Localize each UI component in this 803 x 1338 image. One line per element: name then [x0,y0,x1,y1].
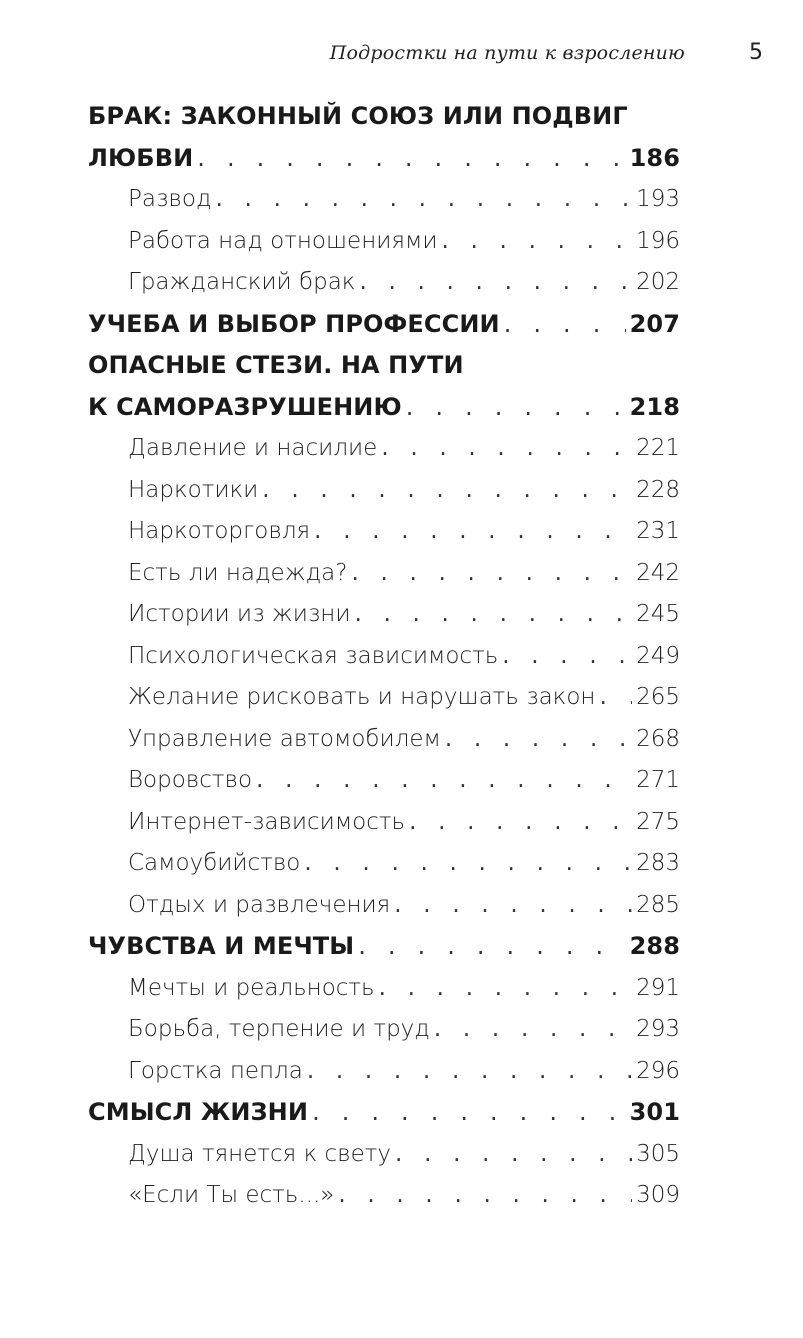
toc-entry [88,594,680,636]
running-title: Подростки на пути к взрослению [329,42,685,64]
toc-entry [88,138,680,180]
leader-dots [445,719,632,761]
toc-entry [88,636,680,678]
toc-entry-title: Гражданский брак [128,269,356,295]
toc-entry-title: Давление и насилие [128,435,378,461]
leader-dots [599,677,632,719]
leader-dots [434,1009,632,1051]
toc-entry [88,428,680,470]
toc-entry [88,179,680,221]
toc-entry-page: 296 [636,1057,680,1084]
toc-entry-title: Воровство [128,767,253,793]
leader-dots [351,553,632,595]
toc-entry-page: 207 [629,309,680,338]
toc-entry-page: 218 [629,392,680,421]
toc-entry-page: 309 [636,1182,680,1208]
toc-entry [88,304,680,346]
toc-entry-title: Управление автомобилем [128,725,441,752]
leader-dots [381,428,632,470]
toc-entry-title: УЧЕБА И ВЫБОР ПРОФЕССИИ [88,309,500,338]
toc-entry-title: БРАК: ЗАКОННЫЙ СОЮЗ ИЛИ ПОДВИГ [88,102,628,130]
leader-dots [304,843,632,885]
toc-entry-page: 186 [629,143,680,172]
leader-dots [394,885,632,927]
toc-entry [88,802,680,844]
toc-entry [88,511,680,553]
toc-entry-title: Отдых и развлечения [128,891,391,918]
leader-dots [409,802,632,844]
toc-entry-page: 285 [636,891,680,918]
toc-entry [88,1175,680,1217]
toc-entry-title: ЛЮБВИ [88,143,194,172]
toc-entry-title: Самоубийство [128,850,301,876]
toc-entry [88,1051,680,1093]
toc-entry [88,760,680,802]
leader-dots [358,926,625,968]
toc-entry-title: Психологическая зависимость [128,642,499,669]
toc-entry [88,1009,680,1051]
toc-entry-title: Наркотики [128,476,259,503]
toc-entry-title: Борьба, терпение и труд [128,1016,430,1042]
leader-dots [406,387,626,429]
toc-entry [88,387,680,429]
toc-entry-title: Наркоторговля [128,518,311,544]
leader-dots [314,511,632,553]
toc-entry [88,677,680,719]
toc-entry-title: Развод [128,186,212,212]
toc-entry-page: 242 [636,559,680,586]
toc-entry-title: Желание рисковать и нарушать закон [128,684,596,710]
toc-entry-title: К САМОРАЗРУШЕНИЮ [88,392,402,421]
toc-entry-page: 231 [636,518,680,544]
toc-entry-page: 193 [636,186,680,212]
toc-entry-title: Истории из жизни [128,601,351,627]
toc-entry-title: Работа над отношениями [128,227,438,254]
toc-entry [88,470,680,512]
leader-dots [502,636,632,678]
toc-entry [88,1092,680,1134]
toc-entry-page: 283 [636,850,680,876]
leader-dots [379,968,632,1010]
toc-entry-page: 245 [636,601,680,627]
leader-dots [504,304,626,346]
toc-entry-title: Мечты и реальность [128,974,375,1001]
page-number: 5 [749,40,763,65]
toc-entry-title: Душа тянется к свету [128,1140,392,1167]
leader-dots [359,262,632,304]
leader-dots [216,179,633,221]
leader-dots [395,1134,632,1176]
toc-entry [88,719,680,761]
toc-entry [88,843,680,885]
leader-dots [312,1092,626,1134]
leader-dots [197,138,625,180]
leader-dots [307,1051,632,1093]
toc-entry-title: ЧУВСТВА И МЕЧТЫ [88,932,355,960]
toc-entry-page: 202 [636,269,680,295]
toc-entry [88,553,680,595]
toc-entry-page: 305 [636,1140,680,1167]
toc-entry-page: 293 [636,1016,680,1042]
toc-entry-title: Горстка пепла [128,1057,303,1084]
toc-entry [88,96,680,138]
leader-dots [354,594,632,636]
toc-entry-title: СМЫСЛ ЖИЗНИ [88,1098,309,1126]
toc-entry-page: 301 [629,1098,680,1126]
toc-entry [88,885,680,927]
toc-entry [88,926,680,968]
toc-entry-title: «Если Ты есть...» [128,1182,335,1208]
toc-entry-page: 288 [629,932,680,960]
toc-entry-page: 228 [636,476,680,503]
toc-entry-title: Интернет-зависимость [128,808,406,835]
page-header [0,38,803,74]
leader-dots [442,221,633,263]
toc-entry [88,221,680,263]
toc-entry-page: 268 [636,725,680,752]
toc-entry-page: 275 [636,808,680,835]
toc-entry-title: Есть ли надежда? [128,559,348,586]
leader-dots [256,760,632,802]
toc-entry [88,968,680,1010]
toc-entry-page: 221 [636,435,680,461]
toc-entry-page: 196 [636,227,680,254]
table-of-contents [88,96,680,1217]
leader-dots [338,1175,632,1217]
toc-entry-page: 249 [636,642,680,669]
toc-entry-page: 265 [636,684,680,710]
toc-entry-page: 271 [636,767,680,793]
toc-entry-title: ОПАСНЫЕ СТЕЗИ. НА ПУТИ [88,351,464,379]
toc-entry-page: 291 [636,974,680,1001]
toc-entry [88,345,680,387]
toc-entry [88,262,680,304]
leader-dots [262,470,632,512]
toc-entry [88,1134,680,1176]
